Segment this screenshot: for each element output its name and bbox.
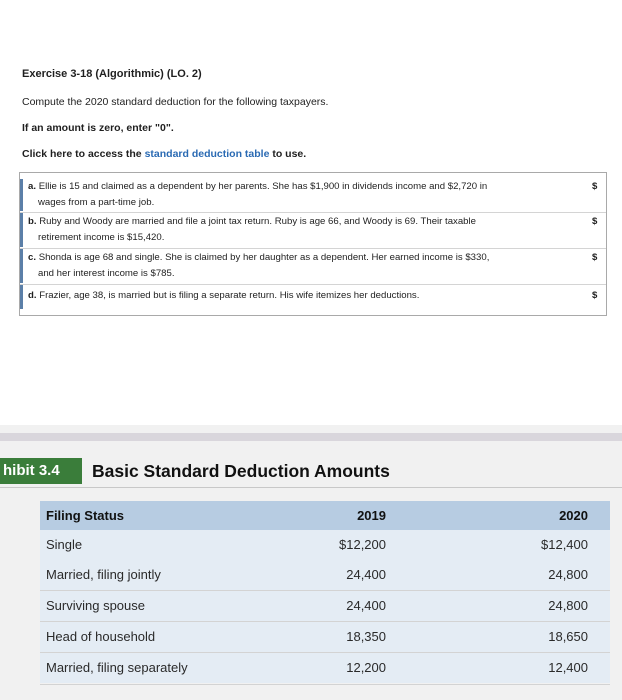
filing-status: Head of household: [46, 629, 156, 644]
click-suffix: to use.: [269, 148, 307, 160]
question-line-2: retirement income is $15,420.: [38, 232, 165, 243]
row-marker: [20, 213, 23, 247]
question-line-1: Shonda is age 68 and single. She is claimed by her daughter as a dependent. Her earned income is $330,: [38, 252, 490, 263]
question-line-2: and her interest income is $785.: [38, 268, 175, 279]
question-text: [28, 214, 580, 246]
question-row-d: [20, 285, 606, 309]
question-letter: a.: [28, 181, 37, 192]
question-letter: d.: [28, 290, 37, 301]
question-line-2: wages from a part-time job.: [38, 197, 155, 208]
question-line-1: Ruby and Woody are married and file a joint tax return. Ruby is age 66, and Woody is 69. Their taxable: [39, 216, 476, 227]
row-marker: [20, 179, 23, 211]
exhibit-title: Basic Standard Deduction Amounts: [92, 461, 390, 481]
filing-status: Single: [46, 537, 83, 552]
question-row-c: [20, 249, 606, 283]
table-row: [40, 530, 610, 560]
answer-currency: $: [592, 252, 598, 263]
exhibit-rule: [0, 487, 622, 488]
table-header: [40, 501, 610, 530]
answer-currency: $: [592, 290, 598, 301]
header-2019: 2019: [357, 508, 386, 523]
amount-2020: $12,400: [541, 537, 588, 552]
row-marker: [20, 249, 23, 283]
filing-status: Married, filing jointly: [46, 567, 161, 582]
question-row-b: [20, 213, 606, 247]
amount-2019: 18,350: [346, 629, 386, 644]
amount-2020: 24,800: [548, 598, 588, 613]
standard-deduction-table-link[interactable]: standard deduction table: [144, 148, 270, 160]
table-row: [40, 591, 610, 621]
exhibit-photo: [0, 425, 622, 700]
amount-2020: 18,650: [548, 629, 588, 644]
question-line-1: Ellie is 15 and claimed as a dependent by her parents. She has $1,900 in dividends income and $2,720 in: [38, 181, 488, 192]
row-divider: [40, 684, 610, 685]
header-filing-status: Filing Status: [46, 508, 124, 523]
amount-2019: $12,200: [339, 537, 386, 552]
exercise-title: Exercise 3-18 (Algorithmic) (LO. 2): [22, 68, 202, 80]
question-text: [28, 250, 580, 282]
table-row: [40, 653, 610, 683]
question-row-a: [20, 179, 606, 211]
table-row: [40, 560, 610, 590]
table-link-line: [22, 148, 306, 160]
header-2020: 2020: [559, 508, 588, 523]
filing-status: Married, filing separately: [46, 660, 188, 675]
question-letter: b.: [28, 216, 37, 227]
amount-2019: 12,200: [346, 660, 386, 675]
exercise-instruction: Compute the 2020 standard deduction for the following taxpayers.: [22, 96, 329, 108]
question-text: [28, 288, 580, 304]
filing-status: Surviving spouse: [46, 598, 145, 613]
amount-2019: 24,400: [346, 598, 386, 613]
question-letter: c.: [28, 252, 37, 263]
row-marker: [20, 285, 23, 309]
amount-2019: 24,400: [346, 567, 386, 582]
exhibit-tab: hibit 3.4: [0, 458, 82, 484]
click-prefix: Click here to access the: [22, 148, 145, 160]
page-band: [0, 433, 622, 441]
table-row: [40, 622, 610, 652]
question-text: [28, 179, 580, 211]
zero-note: If an amount is zero, enter "0".: [22, 122, 174, 134]
amount-2020: 24,800: [548, 567, 588, 582]
answer-currency: $: [592, 216, 598, 227]
questions-table: [19, 172, 607, 316]
answer-currency: $: [592, 181, 598, 192]
amount-2020: 12,400: [548, 660, 588, 675]
question-line-1: Frazier, age 38, is married but is filing a separate return. His wife itemizes her deductions.: [39, 290, 420, 301]
